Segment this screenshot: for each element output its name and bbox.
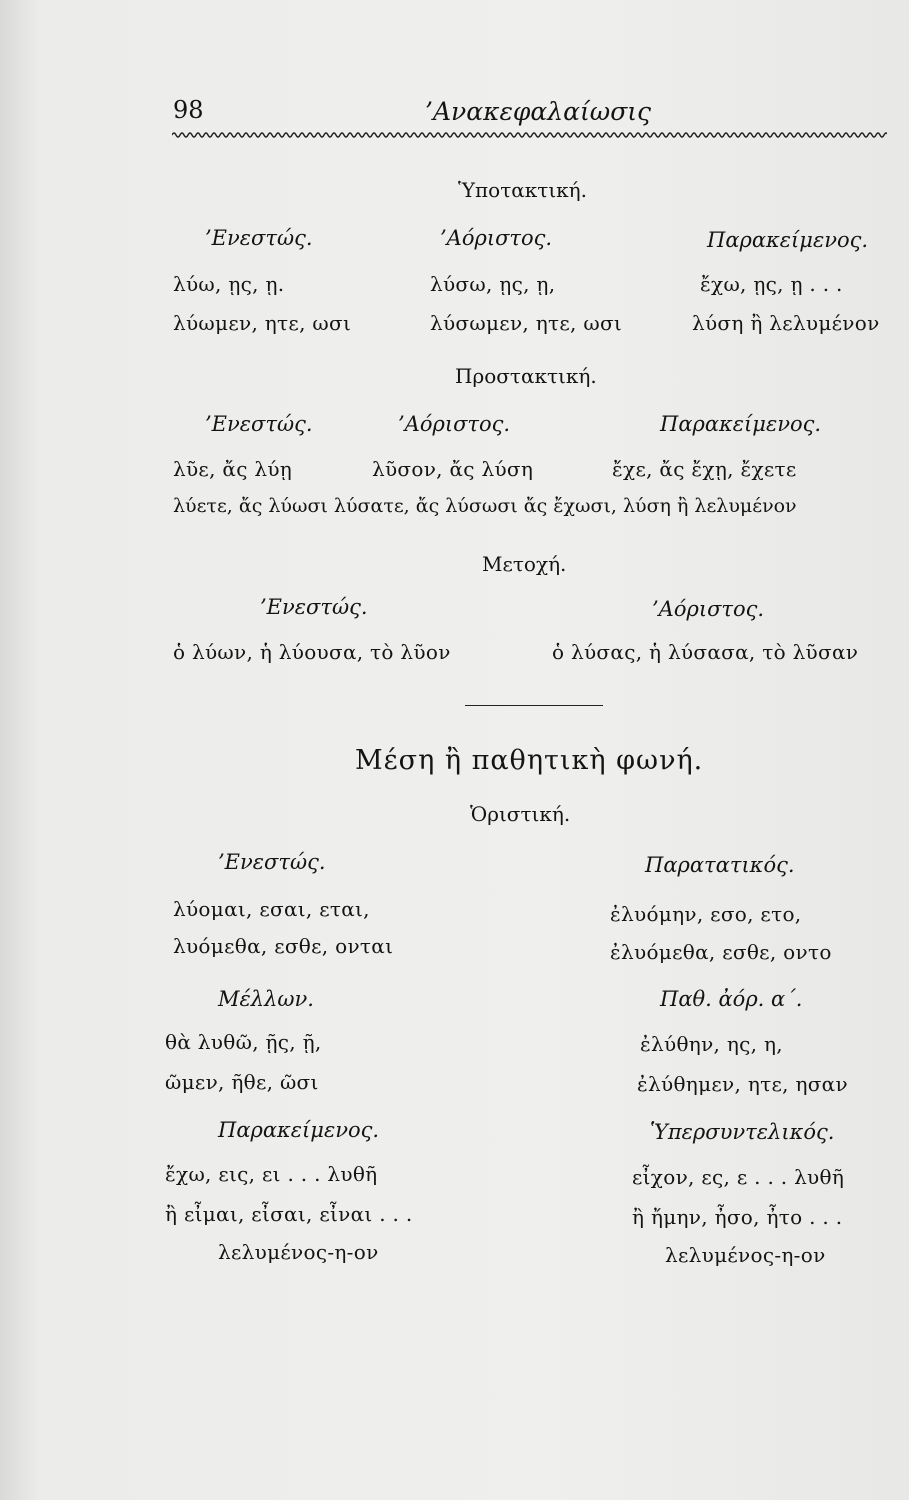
text-line: λύομαι, εσαι, εται, (173, 897, 370, 921)
text-line: λελυμένος-η-ον (665, 1243, 826, 1267)
column-heading-enestos: ’Ενεστώς. (260, 595, 368, 619)
column-heading-aoristos: ’Αόριστος. (398, 412, 511, 436)
column-heading-aoristos: ’Αόριστος. (440, 226, 553, 250)
text-line: ἔχω, ῃς, ῃ . . . (700, 272, 843, 296)
text-line: εἶχον, ες, ε . . . λυθῆ (632, 1165, 845, 1189)
text-line: λύση ἢ λελυμένον (692, 311, 880, 335)
column-heading-enestos: ’Ενεστώς. (205, 412, 313, 436)
text-line: ἐλυόμεθα, εσθε, οντο (610, 940, 832, 964)
column-heading-paratatikos: Παρατατικός. (645, 853, 795, 877)
section-title-metoche: Μετοχή. (482, 552, 567, 576)
text-line: λύω, ῃς, ῃ. (173, 272, 285, 296)
column-heading-parakeimenos: Παρακείμενος. (707, 228, 869, 252)
text-line: ὁ λύων, ἡ λύουσα, τὸ λῦον (173, 640, 451, 664)
text-line: ῶμεν, ῆθε, ῶσι (165, 1070, 319, 1094)
section-title-hypotaktike: Ὑποτακτική. (458, 178, 588, 202)
text-line: θὰ λυθῶ, ῇς, ῇ, (165, 1030, 322, 1054)
section-divider (465, 705, 603, 706)
text-line: λύσωμεν, ητε, ωσι (430, 311, 623, 335)
voice-heading: Μέση ἢ παθητικὴ φωνή. (355, 745, 704, 776)
page-number: 98 (173, 96, 204, 124)
text-line: λύετε, ἄς λύωσι λύσατε, ἄς λύσωσι ἄς ἔχωσι, λύση ἢ λελυμένον (173, 495, 797, 517)
text-line: ἔχε, ἄς ἔχῃ, ἔχετε (612, 457, 797, 481)
mood-title-oristike: Ὁριστική. (470, 802, 571, 826)
text-line: ἢ εἶμαι, εἶσαι, εἶναι . . . (165, 1202, 413, 1226)
text-line: λυόμεθα, εσθε, ονται (173, 934, 394, 958)
text-line: λῦσον, ἄς λύση (372, 457, 534, 481)
column-heading-hypersyntelikos: Ὑπερσυντελικός. (650, 1120, 835, 1144)
column-heading-parakeimenos: Παρακείμενος. (218, 1118, 380, 1142)
column-heading-parakeimenos: Παρακείμενος. (660, 412, 822, 436)
column-heading-mellon: Μέλλων. (218, 987, 314, 1011)
text-line: ὁ λύσας, ἡ λύσασα, τὸ λῦσαν (552, 640, 859, 664)
wavy-rule (172, 128, 887, 142)
section-title-prostaktike: Προστακτική. (455, 364, 597, 388)
text-line: ἐλύθην, ης, η, (640, 1032, 783, 1056)
running-title: ’Ανακεφαλαίωσις (425, 97, 652, 126)
column-heading-enestos: ’Ενεστώς. (205, 226, 313, 250)
text-line: ἐλυόμην, εσο, ετο, (610, 902, 802, 926)
text-line: λύσω, ῃς, ῃ, (430, 272, 556, 296)
text-line: ἐλύθημεν, ητε, ησαν (637, 1072, 848, 1096)
text-line: λύωμεν, ητε, ωσι (173, 311, 352, 335)
column-heading-aoristos-a: Παθ. ἀόρ. α΄. (660, 987, 803, 1011)
column-heading-aoristos: ’Αόριστος. (652, 597, 765, 621)
text-line: λελυμένος-η-ον (218, 1240, 379, 1264)
text-line: ἢ ἤμην, ἦσο, ἦτο . . . (632, 1205, 843, 1229)
text-line: ἔχω, εις, ει . . . λυθῆ (165, 1162, 378, 1186)
column-heading-enestos: ’Ενεστώς. (218, 850, 326, 874)
text-line: λῦε, ἄς λύῃ (173, 457, 293, 481)
